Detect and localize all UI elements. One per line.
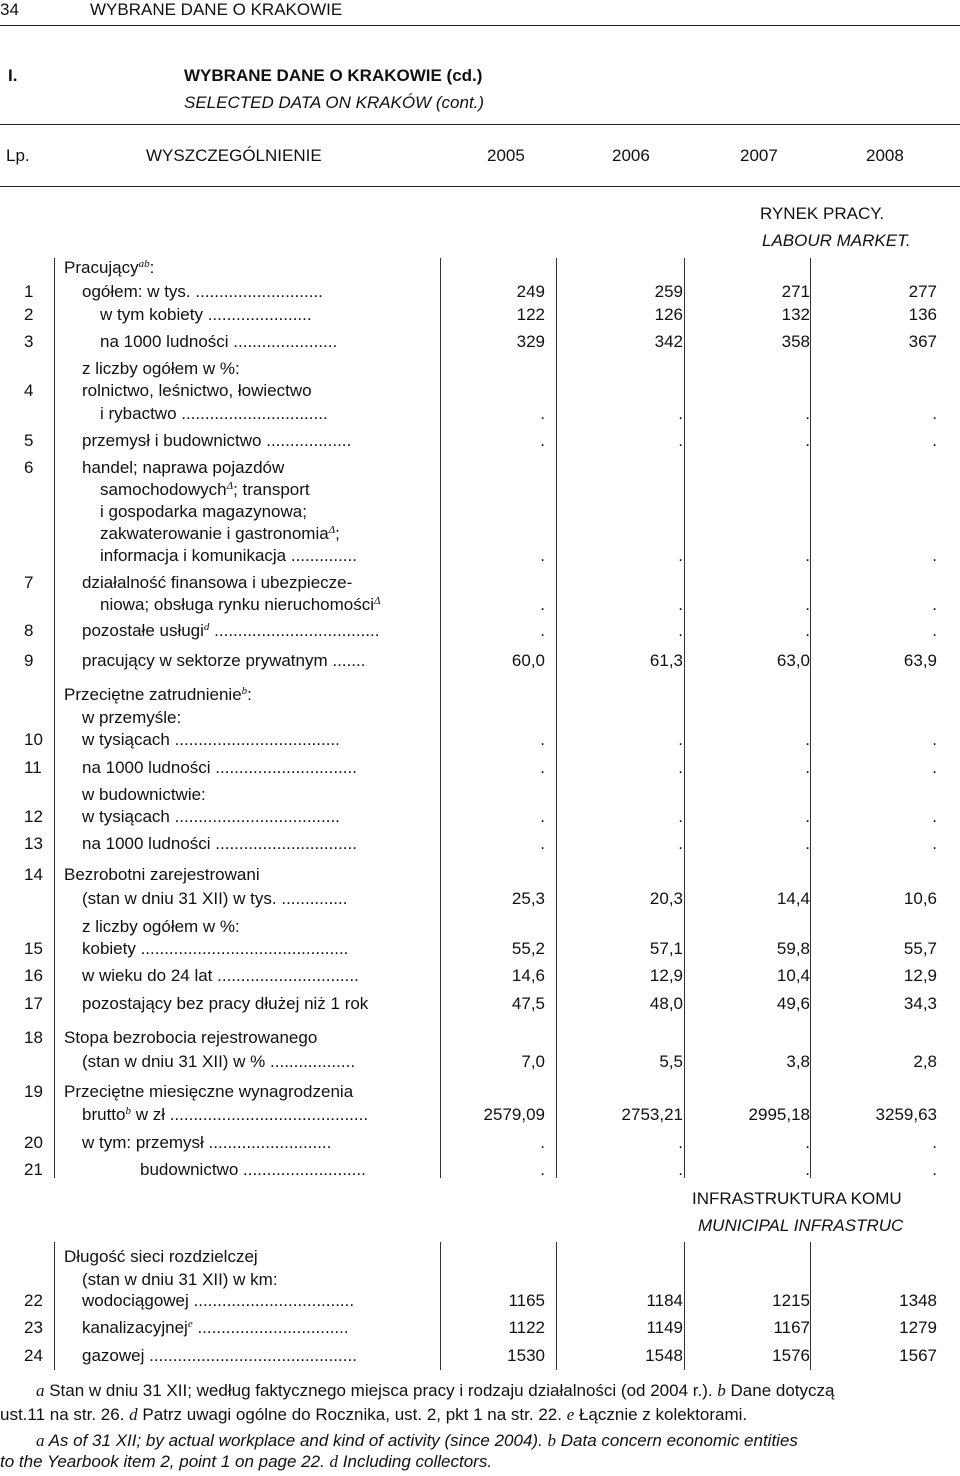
footnote-ref: Δ xyxy=(328,524,336,536)
row-value-2005: . xyxy=(540,404,545,423)
row-label-text: w tym kobiety ...................... xyxy=(100,305,312,324)
row-value-2007: 1576 xyxy=(772,1346,810,1365)
row-label xyxy=(64,685,252,705)
row-label-text: rolnictwo, leśnictwo, łowiectwo xyxy=(82,381,312,400)
row-value-2007: 271 xyxy=(781,282,810,301)
row-label-text: kanalizacyjnej xyxy=(82,1318,188,1337)
footnote-ref: ab xyxy=(138,258,150,270)
row-label xyxy=(82,917,240,937)
row-label xyxy=(64,1028,317,1048)
row-value-2007: . xyxy=(805,404,810,423)
row-lp: 4 xyxy=(24,381,34,400)
running-title: WYBRANE DANE O KRAKOWIE xyxy=(90,0,343,19)
row-lp: 11 xyxy=(24,758,42,777)
row-label-text: Stopa bezrobocia rejestrowanego xyxy=(64,1028,318,1047)
row-value-2007: . xyxy=(805,431,810,450)
footnote-mark-e: e xyxy=(566,1405,575,1424)
row-label-text: budownictwo .......................... xyxy=(140,1160,366,1179)
row-label-text: handel; naprawa pojazdów xyxy=(82,458,285,477)
row-label xyxy=(82,359,240,379)
footnote-ref: Δ xyxy=(226,480,234,492)
row-label-text: w tysiącach ................................... xyxy=(82,730,340,749)
footnote-en-a: As of 31 XII; by actual workplace and kind of activity (since 2004). xyxy=(44,1431,548,1450)
row-label xyxy=(82,621,379,641)
row-value-2007: . xyxy=(805,595,810,614)
row-lp: 7 xyxy=(24,573,34,592)
row-label-text: w przemyśle: xyxy=(82,708,182,727)
row-label-text: (stan w dniu 31 XII) w km: xyxy=(82,1270,278,1289)
row-value-2006: 259 xyxy=(654,282,683,301)
row-label xyxy=(82,889,347,909)
row-label-text: gazowej ............................................ xyxy=(82,1346,357,1365)
row-label-text: w tym: przemysł .......................... xyxy=(82,1133,332,1152)
row-value-2007: 3,8 xyxy=(786,1052,810,1071)
row-lp: 16 xyxy=(24,966,43,985)
footnote-ref: Δ xyxy=(374,595,381,607)
row-value-2008: 1348 xyxy=(899,1291,937,1310)
row-lp: 18 xyxy=(24,1028,43,1047)
row-label xyxy=(82,807,340,827)
row-value-2007: 10,4 xyxy=(776,966,810,985)
row-value-2006: . xyxy=(678,807,683,826)
footnote-ref: b xyxy=(125,1105,131,1117)
row-value-2006: . xyxy=(678,834,683,853)
row-value-2008: . xyxy=(932,431,937,450)
footnote-mark-d: d xyxy=(129,1405,138,1424)
row-value-2007: . xyxy=(805,758,810,777)
row-label-text: na 1000 ludności .............................. xyxy=(82,834,357,853)
row-label xyxy=(82,1318,349,1338)
row-label-text: na 1000 ludności ...................... xyxy=(100,332,338,351)
row-label xyxy=(82,1270,278,1290)
row-value-2008: 367 xyxy=(908,332,937,351)
row-label-text: w tysiącach ................................... xyxy=(82,807,340,826)
row-label xyxy=(82,939,348,959)
row-label xyxy=(82,573,352,593)
row-label-text: (stan w dniu 31 XII) w % .................. xyxy=(82,1052,356,1071)
row-label-suffix: ; xyxy=(335,524,340,543)
row-label-text: Bezrobotni zarejestrowani xyxy=(64,865,260,884)
col-rule xyxy=(684,1242,685,1370)
row-value-2007: 59,8 xyxy=(776,939,810,958)
row-label xyxy=(64,1247,258,1267)
row-lp: 23 xyxy=(24,1318,43,1337)
row-value-2006: 1184 xyxy=(646,1291,683,1310)
row-value-2006: 5,5 xyxy=(659,1052,683,1071)
row-value-2005: 249 xyxy=(516,282,545,301)
row-label xyxy=(64,1082,353,1102)
row-value-2008: 1567 xyxy=(899,1346,937,1365)
row-lp: 8 xyxy=(24,621,34,640)
row-value-2005: 2579,09 xyxy=(483,1105,545,1124)
section-labour-en: LABOUR MARKET. xyxy=(762,231,911,250)
row-value-2007: . xyxy=(805,546,810,565)
header-bottom-rule xyxy=(0,186,960,187)
row-value-2005: 1165 xyxy=(508,1291,545,1310)
row-value-2008: . xyxy=(932,758,937,777)
row-value-2007: . xyxy=(805,834,810,853)
row-label xyxy=(82,758,357,778)
footnote-pl-e: Łącznie z kolektorami. xyxy=(574,1405,748,1424)
row-value-2006: . xyxy=(678,546,683,565)
row-value-2005: 55,2 xyxy=(511,939,545,958)
header-year-2008: 2008 xyxy=(866,146,904,165)
footnote-pl-b: Dane dotyczą xyxy=(725,1381,835,1400)
row-label-suffix: : xyxy=(149,258,155,277)
header-year-2005: 2005 xyxy=(487,146,525,165)
footnote-pl-line2 xyxy=(0,1405,747,1425)
header-year-2007: 2007 xyxy=(740,146,778,165)
row-label xyxy=(100,332,337,352)
row-value-2005: . xyxy=(540,431,545,450)
row-value-2006: . xyxy=(678,730,683,749)
row-label-text: Przeciętne zatrudnienie xyxy=(64,685,242,704)
col-rule xyxy=(684,258,685,1178)
footnote-en-cont: to the Yearbook item 2, point 1 on page 22. xyxy=(0,1452,330,1471)
col-rule xyxy=(54,258,55,1178)
table-number: I. xyxy=(8,66,18,85)
row-value-2006: 1149 xyxy=(646,1318,683,1337)
row-label-text: i gospodarka magazynowa; xyxy=(100,502,307,521)
table-title-en: SELECTED DATA ON KRAKÓW (cont.) xyxy=(184,93,485,112)
row-value-2007: 1215 xyxy=(772,1291,810,1310)
row-value-2008: . xyxy=(932,1133,937,1152)
row-label xyxy=(64,865,260,885)
row-value-2007: . xyxy=(805,1160,810,1179)
row-value-2005: 1122 xyxy=(508,1318,545,1337)
section-infra-en: MUNICIPAL INFRASTRUC xyxy=(698,1216,904,1235)
row-value-2005: 7,0 xyxy=(521,1052,545,1071)
footnote-pl-line1 xyxy=(36,1381,834,1401)
page-number: 34 xyxy=(0,0,19,19)
row-lp: 2 xyxy=(24,305,34,324)
row-label-text: na 1000 ludności .............................. xyxy=(82,758,357,777)
footnote-pl-cont: ust.11 na str. 26. xyxy=(0,1405,130,1424)
row-value-2005: 47,5 xyxy=(511,994,545,1013)
row-value-2008: 136 xyxy=(908,305,937,324)
row-label-text: brutto xyxy=(82,1105,126,1124)
row-label-text: samochodowych xyxy=(100,480,227,499)
footnote-ref: e xyxy=(187,1318,193,1330)
row-label-text: działalność finansowa i ubezpiecze- xyxy=(82,573,353,592)
row-label-text: zakwaterowanie i gastronomia xyxy=(100,524,329,543)
row-label-text: wodociągowej .................................. xyxy=(82,1291,355,1310)
row-value-2005: . xyxy=(540,730,545,749)
row-label xyxy=(82,431,351,451)
row-value-2008: 2,8 xyxy=(913,1052,937,1071)
col-rule xyxy=(810,1242,811,1370)
row-label-text: pracujący w sektorze prywatnym ....... xyxy=(82,651,366,670)
row-value-2008: 63,9 xyxy=(903,651,937,670)
row-label xyxy=(100,305,312,325)
row-value-2007: . xyxy=(805,730,810,749)
row-value-2005: . xyxy=(540,546,545,565)
row-value-2008: 3259,63 xyxy=(875,1105,937,1124)
section-labour-pl: RYNEK PRACY. xyxy=(760,204,885,223)
row-lp: 20 xyxy=(24,1133,43,1152)
row-value-2007: 132 xyxy=(781,305,810,324)
row-label-text: i rybactwo ............................... xyxy=(100,404,328,423)
row-lp: 1 xyxy=(24,282,34,301)
row-label xyxy=(100,595,381,615)
row-label-text: w wieku do 24 lat .............................. xyxy=(82,966,359,985)
footnote-mark-b-en: b xyxy=(547,1431,557,1450)
row-value-2005: . xyxy=(540,595,545,614)
row-value-2005: . xyxy=(540,807,545,826)
row-value-2008: . xyxy=(932,546,937,565)
row-label-suffix: ................................... xyxy=(209,621,380,640)
row-value-2006: . xyxy=(678,404,683,423)
row-value-2007: . xyxy=(805,621,810,640)
col-rule xyxy=(556,1242,557,1370)
row-label xyxy=(100,404,328,424)
row-label-text: (stan w dniu 31 XII) w tys. .............. xyxy=(82,889,348,908)
footnote-en-line2 xyxy=(0,1452,492,1472)
row-label xyxy=(100,524,340,544)
row-lp: 19 xyxy=(24,1082,43,1101)
row-value-2006: 48,0 xyxy=(649,994,683,1013)
row-value-2006: . xyxy=(678,1133,683,1152)
row-label-suffix: ; transport xyxy=(233,480,310,499)
row-value-2006: . xyxy=(678,431,683,450)
row-value-2005: . xyxy=(540,1160,545,1179)
row-value-2005: 329 xyxy=(516,332,545,351)
row-value-2005: . xyxy=(540,621,545,640)
col-rule xyxy=(810,258,811,1178)
row-label-text: pozostałe usługi xyxy=(82,621,204,640)
row-value-2006: 12,9 xyxy=(649,966,683,985)
row-value-2005: 25,3 xyxy=(511,889,545,908)
row-value-2006: . xyxy=(678,1160,683,1179)
row-lp: 21 xyxy=(24,1160,43,1179)
row-label xyxy=(100,502,307,522)
row-value-2007: 1167 xyxy=(773,1318,810,1337)
row-value-2007: 2995,18 xyxy=(748,1105,810,1124)
col-rule xyxy=(440,258,441,1178)
header-top-rule xyxy=(0,124,960,125)
row-label xyxy=(82,834,357,854)
row-label-text: Długość sieci rozdzielczej xyxy=(64,1247,258,1266)
row-value-2008: 12,9 xyxy=(903,966,937,985)
footnote-en-b: Data concern economic entities xyxy=(556,1431,798,1450)
row-value-2005: . xyxy=(540,834,545,853)
footnote-en-d: Including collectors. xyxy=(338,1452,493,1471)
row-label xyxy=(82,1052,355,1072)
row-lp: 10 xyxy=(24,730,43,749)
row-label xyxy=(100,480,310,500)
row-label xyxy=(82,458,284,478)
row-lp: 22 xyxy=(24,1291,43,1310)
row-value-2008: 10,6 xyxy=(903,889,937,908)
row-value-2007: . xyxy=(805,1133,810,1152)
footnote-ref: d xyxy=(203,621,210,633)
row-label xyxy=(82,730,340,750)
row-label xyxy=(82,1291,354,1311)
row-lp: 15 xyxy=(24,939,43,958)
header-spec: WYSZCZEGÓLNIENIE xyxy=(146,146,322,165)
footnote-pl-d: Patrz uwagi ogólne do Rocznika, ust. 2, pkt 1 na str. 22. xyxy=(137,1405,567,1424)
row-value-2008: 277 xyxy=(908,282,937,301)
row-value-2006: 126 xyxy=(654,305,683,324)
row-lp: 12 xyxy=(24,807,43,826)
table-title-pl: WYBRANE DANE O KRAKOWIE (cd.) xyxy=(184,66,483,85)
row-lp: 14 xyxy=(24,865,43,884)
row-label xyxy=(82,966,359,986)
row-label-suffix: : xyxy=(247,685,252,704)
row-label xyxy=(82,282,323,302)
col-rule xyxy=(556,258,557,1178)
footnote-pl-a: Stan w dniu 31 XII; według faktycznego miejsca pracy i rodzaju działalności (od 2004 r.). xyxy=(44,1381,718,1400)
row-label-text: z liczby ogółem w %: xyxy=(82,359,240,378)
row-value-2005: 60,0 xyxy=(511,651,545,670)
row-label-text: przemysł i budownictwo .................. xyxy=(82,431,352,450)
footnote-mark-a-en: a xyxy=(36,1431,45,1450)
row-label xyxy=(82,651,365,671)
footnote-mark-a: a xyxy=(36,1381,45,1400)
row-lp: 9 xyxy=(24,651,34,670)
row-label-text: Przeciętne miesięczne wynagrodzenia xyxy=(64,1082,354,1101)
header-lp: Lp. xyxy=(6,146,30,165)
section-infra-pl: INFRASTRUKTURA KOMU xyxy=(692,1189,902,1208)
row-label-suffix: ................................ xyxy=(192,1318,349,1337)
row-label xyxy=(82,1346,357,1366)
row-value-2005: 122 xyxy=(516,305,545,324)
footnote-mark-b: b xyxy=(717,1381,726,1400)
row-value-2005: 14,6 xyxy=(511,966,545,985)
col-rule xyxy=(54,1242,55,1370)
row-label-text: z liczby ogółem w %: xyxy=(82,917,240,936)
row-value-2006: . xyxy=(678,621,683,640)
row-value-2005: 1530 xyxy=(507,1346,545,1365)
row-label-text: w budownictwie: xyxy=(82,785,206,804)
row-value-2008: 1279 xyxy=(899,1318,937,1337)
footnote-ref: b xyxy=(241,685,248,697)
row-value-2008: . xyxy=(932,1160,937,1179)
row-label xyxy=(82,994,368,1014)
row-value-2008: . xyxy=(932,595,937,614)
row-value-2007: . xyxy=(805,807,810,826)
row-value-2008: . xyxy=(932,834,937,853)
row-value-2008: . xyxy=(932,621,937,640)
row-value-2007: 63,0 xyxy=(776,651,810,670)
row-label-text: Pracujący xyxy=(64,258,139,277)
row-value-2008: . xyxy=(932,404,937,423)
row-value-2008: . xyxy=(932,807,937,826)
row-value-2005: . xyxy=(540,758,545,777)
row-value-2008: 55,7 xyxy=(903,939,937,958)
row-lp: 6 xyxy=(24,458,34,477)
row-lp: 17 xyxy=(24,994,43,1013)
row-label xyxy=(82,785,206,805)
row-lp: 5 xyxy=(24,431,34,450)
footnote-mark-d-en: d xyxy=(329,1452,339,1471)
row-label-text: informacja i komunikacja .............. xyxy=(100,546,357,565)
row-value-2007: 358 xyxy=(781,332,810,351)
row-value-2006: 20,3 xyxy=(649,889,683,908)
row-value-2006: 2753,21 xyxy=(621,1105,683,1124)
row-label-text: ogółem: w tys. ........................... xyxy=(82,282,323,301)
row-value-2006: . xyxy=(678,758,683,777)
row-value-2006: . xyxy=(678,595,683,614)
row-label xyxy=(82,1133,331,1153)
row-value-2006: 57,1 xyxy=(649,939,683,958)
row-value-2007: 49,6 xyxy=(776,994,810,1013)
row-value-2008: . xyxy=(932,730,937,749)
row-value-2006: 1548 xyxy=(645,1346,683,1365)
row-lp: 13 xyxy=(24,834,43,853)
row-value-2006: 342 xyxy=(654,332,683,351)
top-rule xyxy=(0,25,960,26)
row-label-text: pozostający bez pracy dłużej niż 1 rok xyxy=(82,994,369,1013)
row-value-2007: 14,4 xyxy=(776,889,810,908)
row-label-suffix: w zł .......................................... xyxy=(130,1105,369,1124)
row-value-2005: . xyxy=(540,1133,545,1152)
row-label xyxy=(140,1160,366,1180)
header-year-2006: 2006 xyxy=(612,146,650,165)
row-label xyxy=(100,546,357,566)
row-value-2006: 61,3 xyxy=(649,651,683,670)
row-label xyxy=(82,708,181,728)
row-label xyxy=(82,1105,368,1125)
row-label-text: kobiety ............................................ xyxy=(82,939,349,958)
row-label-text: niowa; obsługa rynku nieruchomości xyxy=(100,595,375,614)
row-value-2008: 34,3 xyxy=(903,994,937,1013)
footnote-en-line1 xyxy=(36,1431,798,1451)
row-lp: 3 xyxy=(24,332,34,351)
row-label xyxy=(82,381,312,401)
row-label xyxy=(64,258,154,278)
row-lp: 24 xyxy=(24,1346,43,1365)
